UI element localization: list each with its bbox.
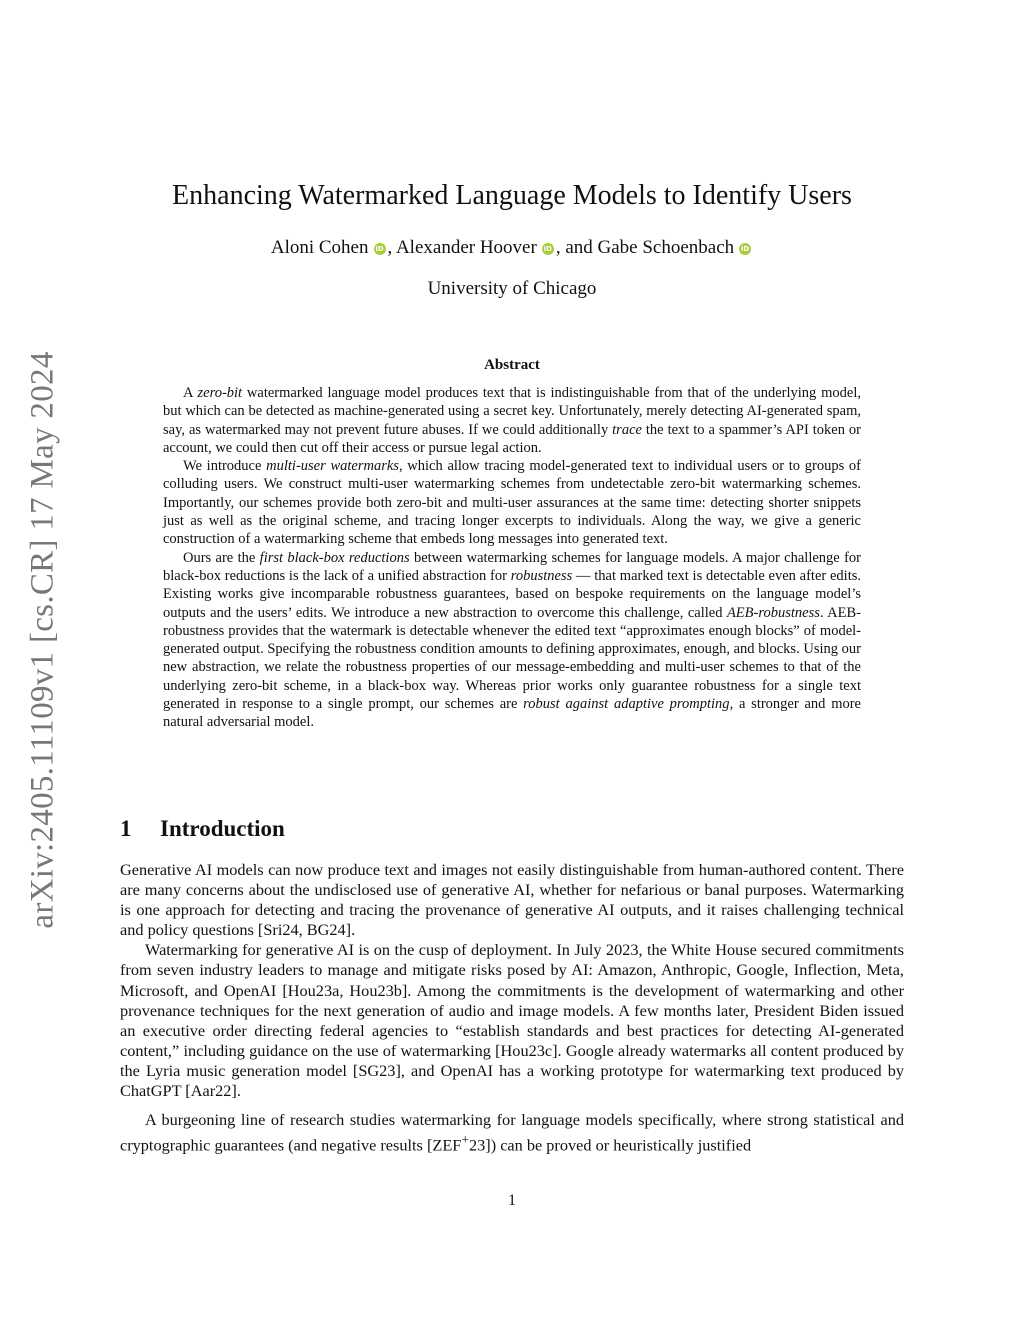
abstract-paragraph: Ours are the first black-box reductions between watermarking schemes for language models. A major challenge for black-box reductions is the lack of a unified abstraction for robustness — that marked text is detectable even after edits. Existing works give incomparable robustness guarantees, based on bespoke requirements on the language model’s outputs and the users’ edits. We introduce a new abstraction to overcome this challenge, called AEB-robustness. AEB-robustness provides that the watermark is detectable whenever the edited text “approximates enough blocks” of model-generated output. Specifying the robustness condition amounts to defining approximates, enough, and blocks. Using our new abstraction, we relate the robustness properties of our message-embedding and multi-user schemes to that of the underlying zero-bit scheme, in a black-box way. Whereas prior works only guarantee robustness for a single text generated in response to a single prompt, our schemes are robust against adaptive prompting, a stronger and more natural adversarial model. (163, 549, 862, 731)
section-body (120, 860, 904, 1156)
section-heading (120, 816, 285, 842)
abstract-heading: Abstract (484, 357, 540, 373)
author-name: Aloni Cohen (270, 237, 369, 258)
orcid-icon[interactable]: iD (543, 245, 552, 253)
body-paragraph: A burgeoning line of research studies watermarking for language models specifically, where strong statistical and cryptographic guarantees (and negative results [ZEF+23]) can be proved or heuristically justified (120, 1110, 904, 1155)
abstract-body (163, 384, 861, 732)
section-number: 1 (120, 816, 132, 841)
author-name: Gabe Schoenbach (597, 237, 735, 258)
author-name: Alexander Hoover (395, 237, 537, 258)
orcid-icon[interactable]: iD (741, 245, 750, 253)
affiliation: University of Chicago (427, 278, 597, 299)
abstract-paragraph: We introduce multi-user watermarks, which allow tracing model-generated text to individual users or to groups of colluding users. We construct multi-user watermarking schemes from undetectable zero-bit watermarking schemes. Importantly, our schemes provide both zero-bit and multi-user assurances at the same time: detecting shorter snippets just as well as the original scheme, and tracing longer excerpts to individuals. Along the way, we give a generic construction of a watermarking scheme that embeds long messages into generated text. (163, 458, 861, 548)
abstract-paragraph: A zero-bit watermarked language model produces text that is indistinguishable from that of the underlying model, but which can be detected as machine-generated using a secret key. Unfortunately, merely detecting AI-generated spam, say, as watermarked may not prevent future abuses. If we could additionally trace the text to a spammer’s API token or account, we could then cut off their access or pursue legal action. (163, 385, 862, 456)
arxiv-identifier: arXiv:2405.11109v1 [cs.CR] 17 May 2024 (24, 351, 61, 929)
author-separator: , (387, 237, 396, 258)
author-separator: , and (555, 237, 598, 258)
paper-title: Enhancing Watermarked Language Models to Identify Users (172, 180, 852, 211)
orcid-icon[interactable]: iD (375, 245, 384, 253)
body-paragraph: Generative AI models can now produce text and images not easily distinguishable from human-authored content. There are many concerns about the undisclosed use of generative AI, whether for nefarious or banal purposes. Watermarking is one approach for detecting and tracing the provenance of generative AI outputs, and it raises challenging technical and policy questions [Sri24, BG24]. (120, 860, 904, 940)
arxiv-sidebar (0, 0, 90, 1325)
page-number: 1 (508, 1192, 516, 1209)
author-list (120, 237, 904, 259)
body-paragraph: Watermarking for generative AI is on the cusp of deployment. In July 2023, the White House secured commitments from seven industry leaders to manage and mitigate risks posed by AI: Amazon, Anthropic, Google, Inflection, Meta, Microsoft, and OpenAI [Hou23a, Hou23b]. Among the commitments is the development of watermarking and other provenance techniques for the next generation of audio and image models. A few months later, President Biden issued an executive order directing federal agencies to “establish standards and best practices for detecting AI-generated content,” including guidance on the use of watermarking [Hou23c]. Google already watermarks all content produced by the Lyria music generation model [SG23], and OpenAI has a working prototype for watermarking text produced by ChatGPT [Aar22]. (120, 940, 904, 1101)
section-title: Introduction (160, 816, 285, 841)
